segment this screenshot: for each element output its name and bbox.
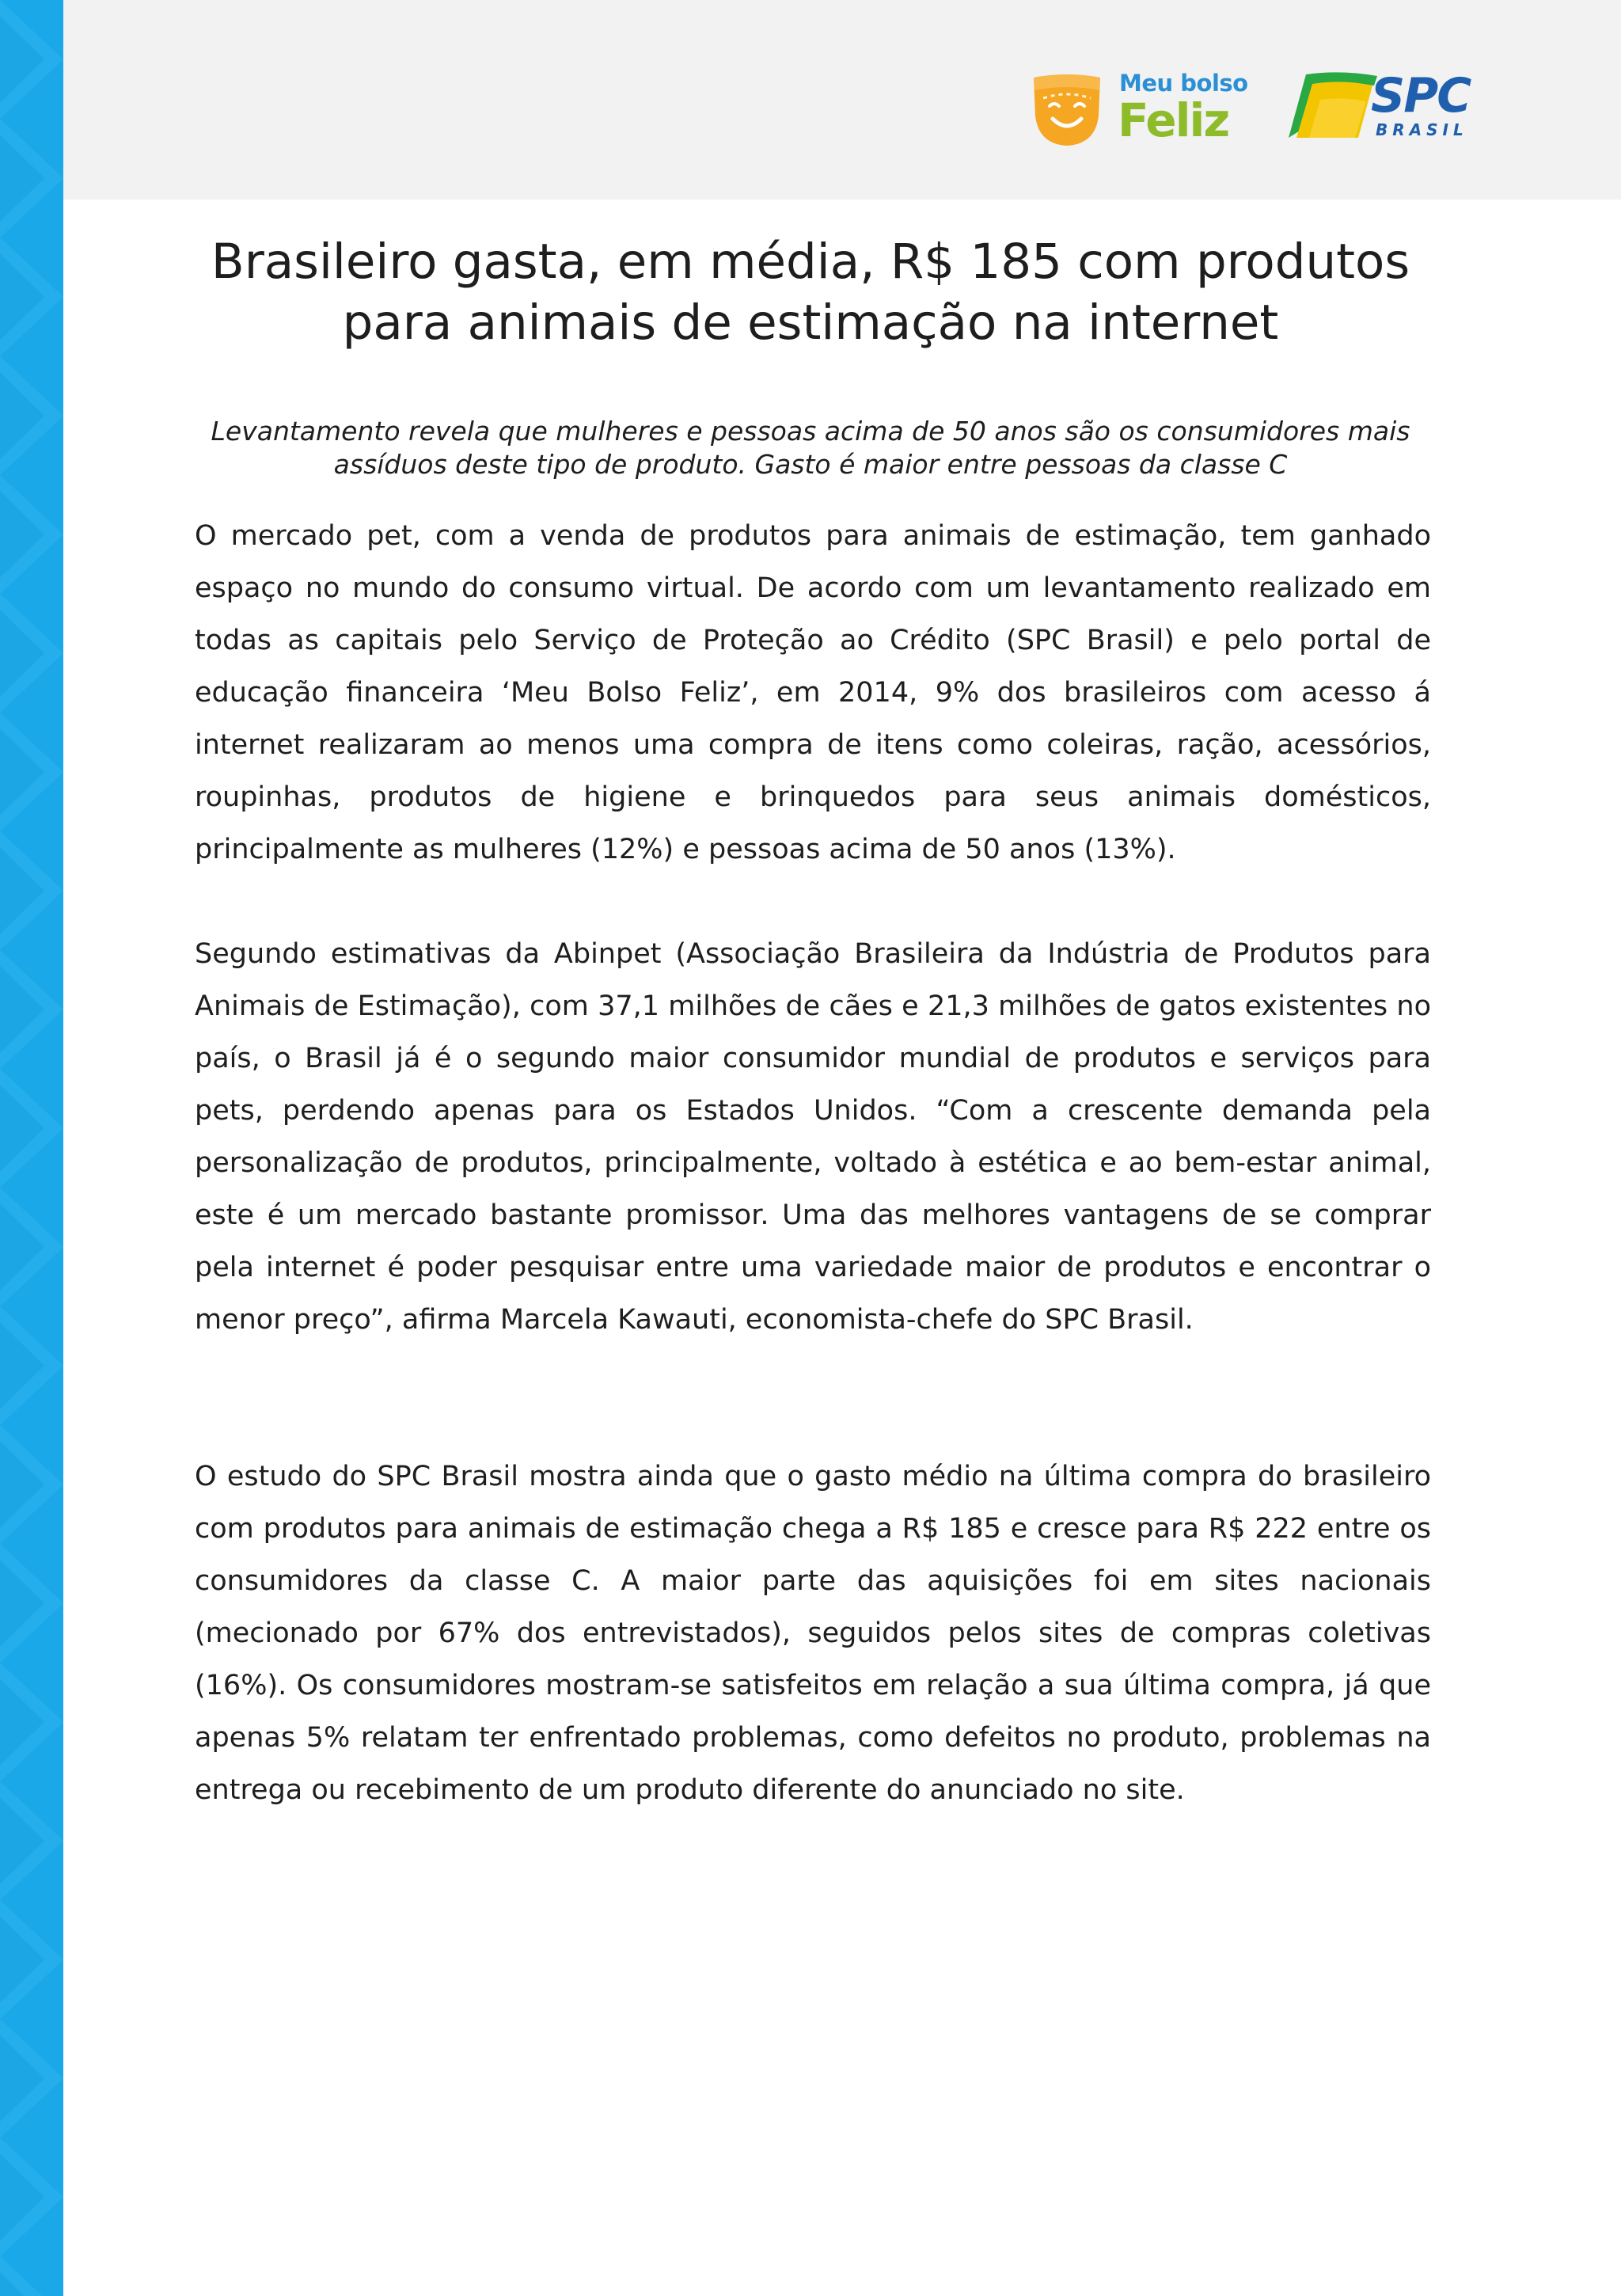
meu-bolso-feliz-logo [1026, 67, 1247, 149]
spc-wordmark: SPC [1371, 68, 1471, 124]
article-paragraph-1: O mercado pet, com a venda de produtos para animais de estimação, tem ganhado espaço no mundo do consumo virtual. De acordo com um levantamento realizado em todas as capitais pelo Serviço de Proteção ao Crédito (SPC Brasil) e pelo portal de educação financeira ‘Meu Bolso Feliz’, em 2014, 9% dos brasileiros com acesso á internet realizaram ao menos uma compra de itens como coleiras, ração, acessórios, roupinhas, produtos de higiene e brinquedos para seus animais domésticos, principalmente as mulheres (12%) e pessoas acima de 50 anos (13%). [195, 520, 1431, 865]
article-title: Brasileiro gasta, em média, R$ 185 com produtos para animais de estimação na internet [211, 234, 1410, 351]
article-paragraph-2: Segundo estimativas da Abinpet (Associação Brasileira da Indústria de Produtos para Animais de Estimação), com 37,1 milhões de cães e 21,3 milhões de gatos existentes no país, o Brasil já é o segundo maior consumidor mundial de produtos e serviços para pets, perdendo apenas para os Estados Unidos. “Com a crescente demanda pela personalização de produtos, principalmente, voltado à estética e ao bem-estar animal, este é um mercado bastante promissor. Uma das melhores vantagens de se comprar pela internet é poder pesquisar entre uma variedade maior de produtos e encontrar o menor preço”, afirma Marcela Kawauti, economista-chefe do SPC Brasil. [195, 938, 1431, 1336]
article-paragraph-3: O estudo do SPC Brasil mostra ainda que o gasto médio na última compra do brasileiro com produtos para animais de estimação chega a R$ 185 e cresce para R$ 222 entre os consumidores da classe C. A maior parte das aquisições foi em sites nacionais (mecionado por 67% dos entrevistados), seguidos pelos sites de compras coletivas (16%). Os consumidores mostram-se satisfeitos em relação a sua última compra, já que apenas 5% relatam ter enfrentado problemas, como defeitos no produto, problemas na entrega ou recebimento de um produto diferente do anunciado no site. [195, 1461, 1431, 1806]
spc-brasil-logo [1285, 70, 1475, 149]
spc-brasil-subtext: BRASIL [1376, 120, 1468, 139]
article-subtitle: Levantamento revela que mulheres e pessoas acima de 50 anos são os consumidores mais assíduos deste tipo de produto. Gasto é maior entre pessoas da classe C [211, 416, 1410, 480]
smiley-bag-icon [1026, 67, 1108, 149]
spc-swoosh-icon [1285, 70, 1380, 143]
meu-bolso-logo-line1: Meu bolso [1119, 70, 1248, 97]
meu-bolso-logo-line2: Feliz [1118, 93, 1229, 147]
chevron-pattern [0, 0, 63, 2296]
blue-side-stripe [0, 0, 63, 2296]
